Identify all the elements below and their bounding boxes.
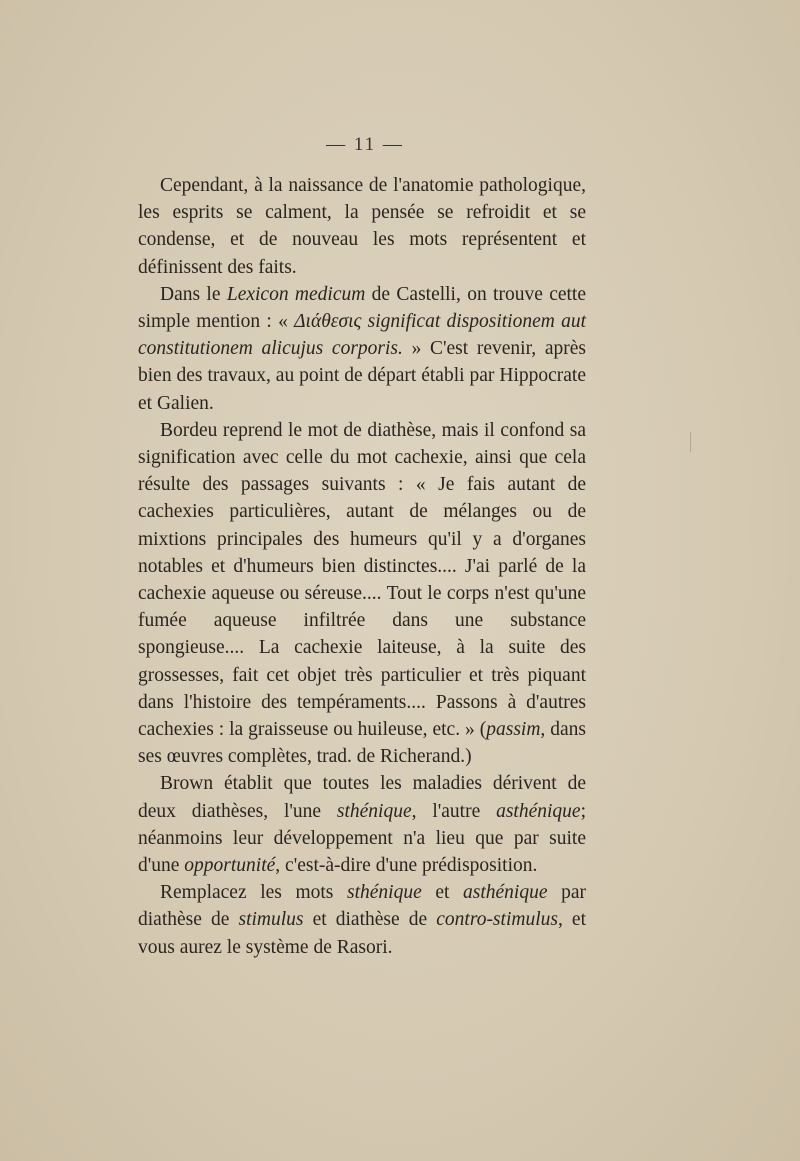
italic-segment: sthénique [347, 882, 422, 904]
text-segment: Remplacez les mots [160, 882, 347, 904]
paragraph-bordeu [138, 417, 586, 771]
text-segment: » C'est revenir, après bien des travaux, au point de départ établi par Hippocrate et Galien. [138, 338, 586, 414]
italic-segment: Lexicon medicum [226, 283, 366, 305]
italic-segment: passim, [486, 719, 546, 741]
paragraph-rasori [138, 879, 586, 961]
page-number: — 11 — [326, 134, 404, 155]
paragraph-brown [138, 770, 586, 879]
italic-segment: asthénique [496, 800, 581, 822]
body-text [138, 172, 586, 961]
text-segment: Cependant, à la naissance de l'anatomie pathologique, les esprits se calment, la pensée se refroidit et se condense, et de nouveau les mots représentent et définissent des faits. [138, 175, 586, 278]
text-segment: Brown établit que toutes les maladies dérivent de deux diathèses, l'une [138, 773, 586, 822]
text-segment: de Castelli, on trouve cette simple mention : « [138, 283, 586, 333]
italic-segment: sthénique [336, 800, 412, 822]
text-segment: , l'autre [411, 800, 497, 822]
text-segment: , et vous aurez le système de Rasori. [138, 909, 586, 958]
italic-segment: contro-stimulus [436, 909, 558, 931]
text-segment: dans ses œuvres complètes, trad. de Richerand.) [138, 719, 586, 768]
text-segment: Dans le [160, 283, 227, 305]
text-segment: et [421, 882, 464, 904]
text-segment: ; néanmoins leur développement n'a lieu que par suite d'une [138, 800, 586, 877]
italic-segment: opportunité [184, 855, 276, 877]
text-segment: , c'est-à-dire d'une prédisposition. [275, 855, 538, 877]
paragraph-castelli [138, 281, 586, 417]
text-segment: par diathèse de [138, 882, 586, 931]
italic-segment: asthénique [463, 882, 548, 904]
italic-segment: Διάθεσις significat dispositionem aut constitutionem alicujus corporis. [138, 311, 586, 360]
margin-mark [690, 432, 691, 452]
paragraph-anatomie [138, 172, 586, 281]
text-segment: Bordeu reprend le mot de diathèse, mais il confond sa signification avec celle du mot cachexie, ainsi que cela résulte des passages suivants : « Je fais autant de cachexies particulières, autant de mélanges ou de mixtions principales des humeurs qu'il y a d'organes notables et d'humeurs bien distinctes.... J'ai parlé de la cachexie aqueuse ou séreuse.... Tout le corps n'est qu'une fumée aqueuse infiltrée dans une substance spongieuse.... La cachexie laiteuse, à la suite des grossesses, fait cet objet très particulier et très piquant dans l'histoire des tempéraments.... Passons à d'autres cachexies : la graisseuse ou huileuse, etc. » ( [138, 419, 586, 741]
italic-segment: stimulus [238, 909, 304, 931]
text-segment: et diathèse de [303, 909, 437, 931]
